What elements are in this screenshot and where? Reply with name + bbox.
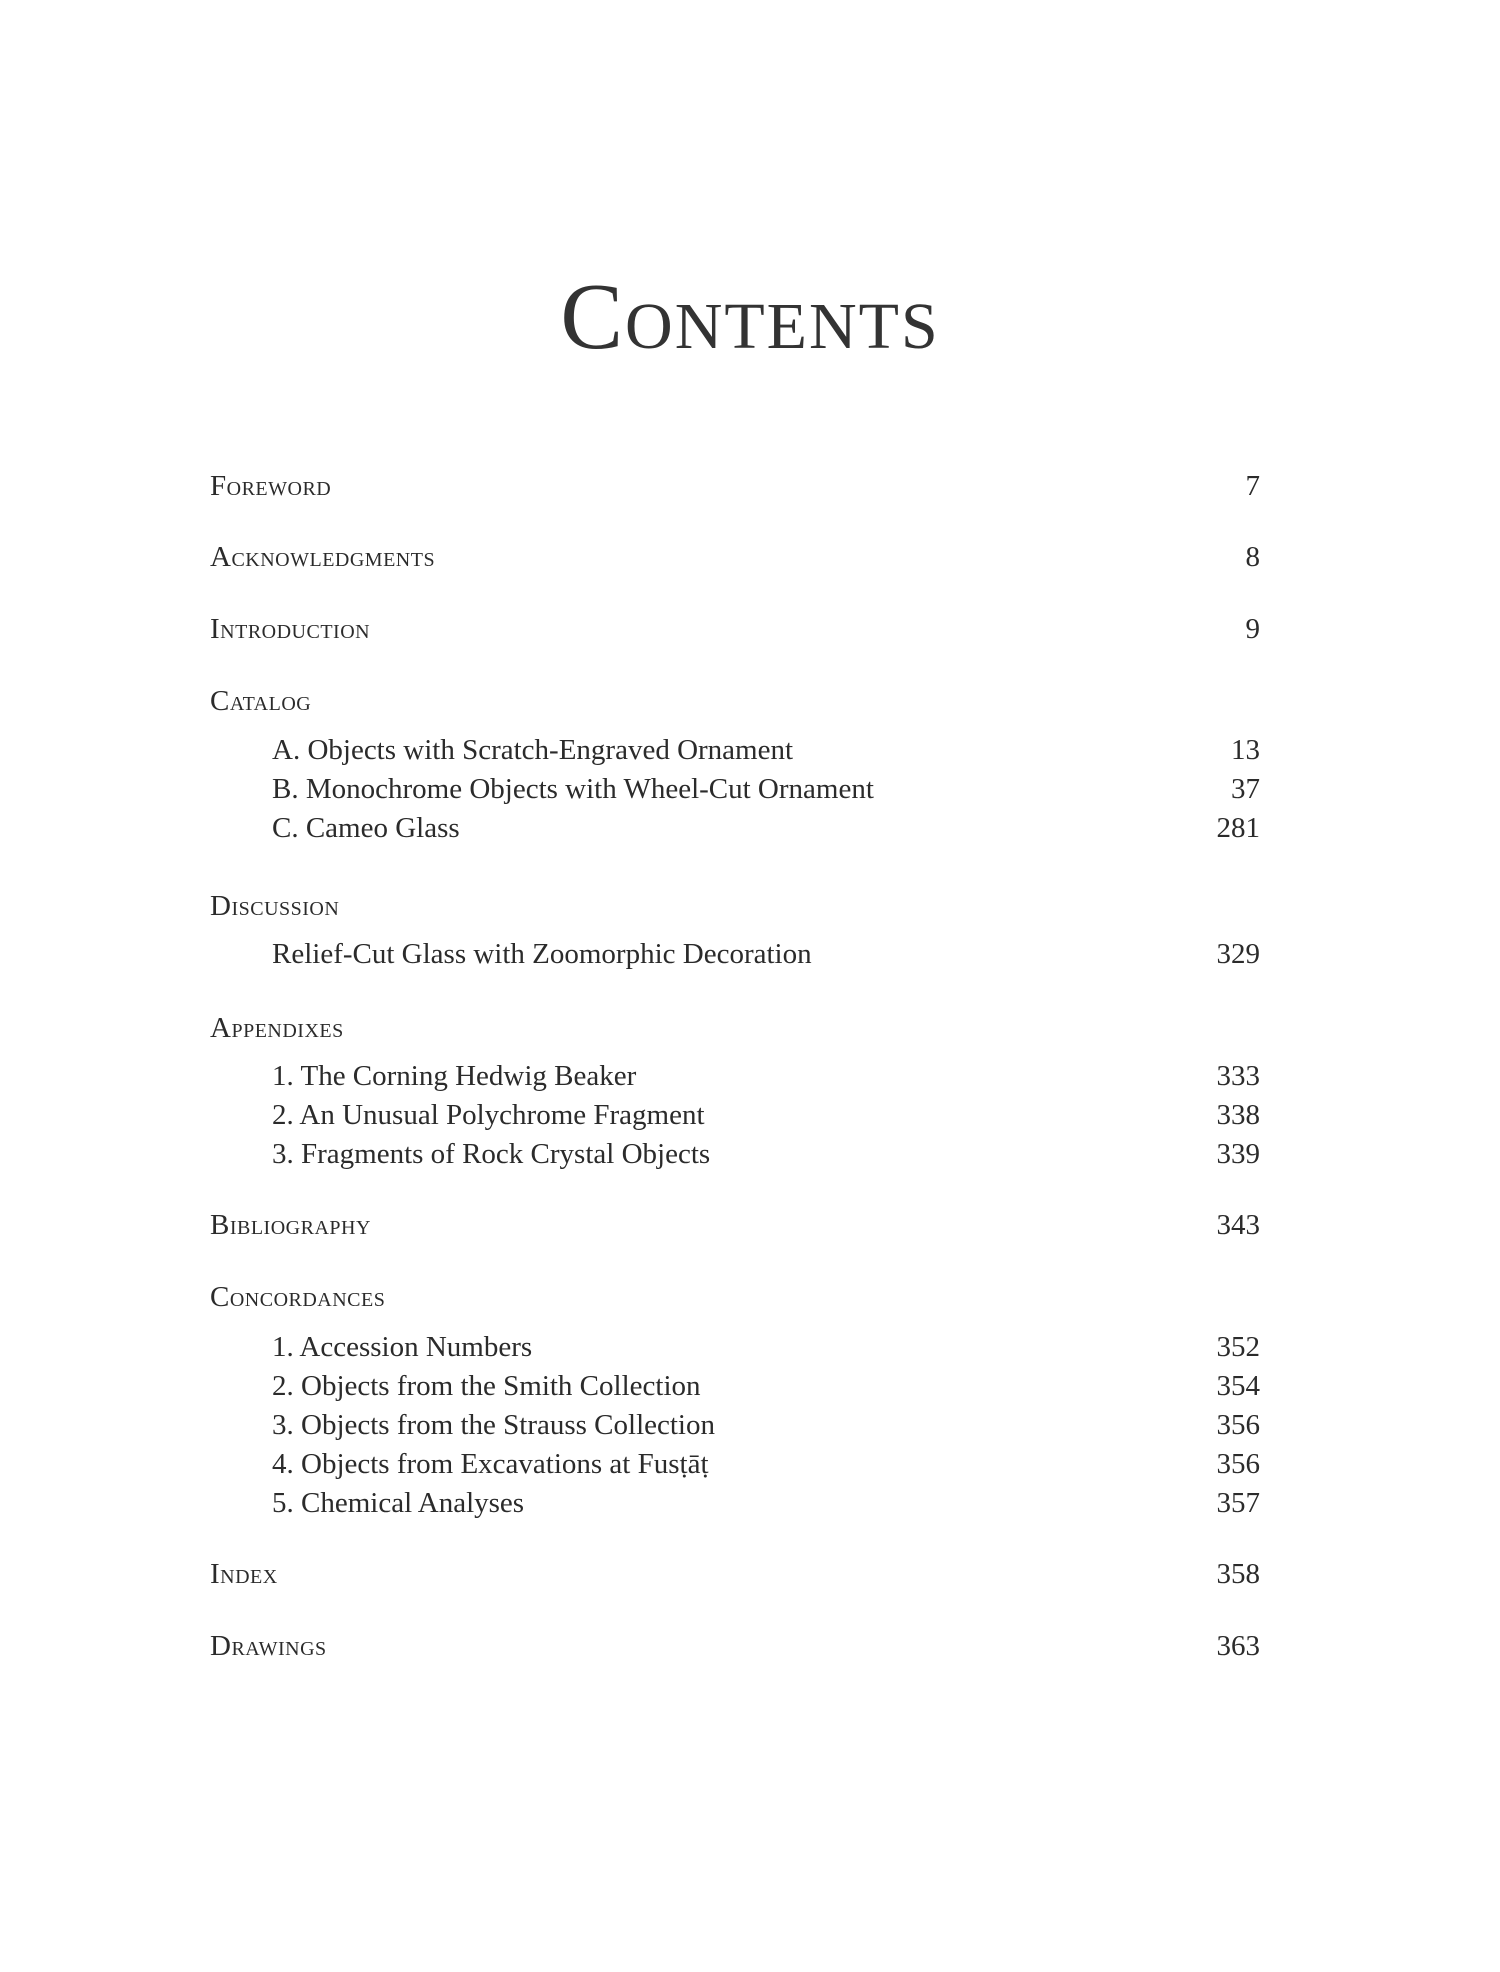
- page-number: 7: [1245, 470, 1260, 502]
- toc-section-acknowledgments[interactable]: [210, 537, 1260, 577]
- section-label: Drawings: [210, 1630, 327, 1662]
- page-number: 358: [1216, 1558, 1260, 1590]
- page-number: 352: [1216, 1331, 1260, 1363]
- page-number: 356: [1216, 1409, 1260, 1441]
- section-label: Concordances: [210, 1281, 386, 1313]
- toc-entry-appendix-2[interactable]: [272, 1095, 1260, 1135]
- toc-entry-catalog-b[interactable]: [272, 769, 1260, 809]
- page-number: 8: [1245, 541, 1260, 573]
- entry-label: 1. The Corning Hedwig Beaker: [272, 1060, 637, 1092]
- page-number: 354: [1216, 1370, 1260, 1402]
- toc-section-concordances: [210, 1277, 1260, 1317]
- section-label: Introduction: [210, 613, 371, 645]
- section-label: Foreword: [210, 470, 332, 502]
- toc-section-foreword[interactable]: [210, 466, 1260, 506]
- toc-entry-discussion-1[interactable]: [272, 934, 1260, 974]
- entry-label: 2. An Unusual Polychrome Fragment: [272, 1099, 705, 1131]
- entry-label: 3. Fragments of Rock Crystal Objects: [272, 1138, 711, 1170]
- toc-section-catalog: [210, 681, 1260, 721]
- entry-label: 1. Accession Numbers: [272, 1331, 533, 1363]
- page-title: Contents: [560, 265, 940, 369]
- toc-entry-catalog-c[interactable]: [272, 808, 1260, 848]
- section-label: Catalog: [210, 685, 312, 717]
- page-number: 339: [1216, 1138, 1260, 1170]
- page-number: 13: [1231, 734, 1260, 766]
- page-number: 343: [1216, 1209, 1260, 1241]
- section-label: Discussion: [210, 890, 340, 922]
- section-label: Bibliography: [210, 1209, 371, 1241]
- section-label: Appendixes: [210, 1012, 344, 1044]
- entry-label: B. Monochrome Objects with Wheel-Cut Ornament: [272, 773, 874, 805]
- entry-label: C. Cameo Glass: [272, 812, 460, 844]
- entry-label: Relief-Cut Glass with Zoomorphic Decoration: [272, 938, 812, 970]
- toc-entry-concordance-3[interactable]: [272, 1405, 1260, 1445]
- toc-entry-concordance-2[interactable]: [272, 1366, 1260, 1406]
- page-number: 363: [1216, 1630, 1260, 1662]
- toc-section-appendixes: [210, 1008, 1260, 1048]
- toc-section-introduction[interactable]: [210, 609, 1260, 649]
- section-label: Acknowledgments: [210, 541, 436, 573]
- entry-label: 3. Objects from the Strauss Collection: [272, 1409, 715, 1441]
- page-number: 37: [1231, 773, 1260, 805]
- entry-label: 5. Chemical Analyses: [272, 1487, 525, 1519]
- page-number: 356: [1216, 1448, 1260, 1480]
- page-number: 338: [1216, 1099, 1260, 1131]
- page-number: 281: [1216, 812, 1260, 844]
- entry-label: 2. Objects from the Smith Collection: [272, 1370, 701, 1402]
- page-number: 357: [1216, 1487, 1260, 1519]
- entry-label: 4. Objects from Excavations at Fusṭāṭ: [272, 1448, 709, 1480]
- entry-label: A. Objects with Scratch-Engraved Ornament: [272, 734, 794, 766]
- toc-entry-concordance-4[interactable]: [272, 1444, 1260, 1484]
- page-number: 9: [1245, 613, 1260, 645]
- toc-entry-concordance-1[interactable]: [272, 1327, 1260, 1367]
- section-label: Index: [210, 1558, 278, 1590]
- page-number: 329: [1216, 938, 1260, 970]
- toc-section-drawings[interactable]: [210, 1626, 1260, 1666]
- toc-entry-catalog-a[interactable]: [272, 730, 1260, 770]
- toc-section-index[interactable]: [210, 1554, 1260, 1594]
- toc-entry-concordance-5[interactable]: [272, 1483, 1260, 1523]
- toc-section-bibliography[interactable]: [210, 1205, 1260, 1245]
- toc-entry-appendix-1[interactable]: [272, 1056, 1260, 1096]
- page-number: 333: [1216, 1060, 1260, 1092]
- toc-section-discussion: [210, 886, 1260, 926]
- toc-entry-appendix-3[interactable]: [272, 1134, 1260, 1174]
